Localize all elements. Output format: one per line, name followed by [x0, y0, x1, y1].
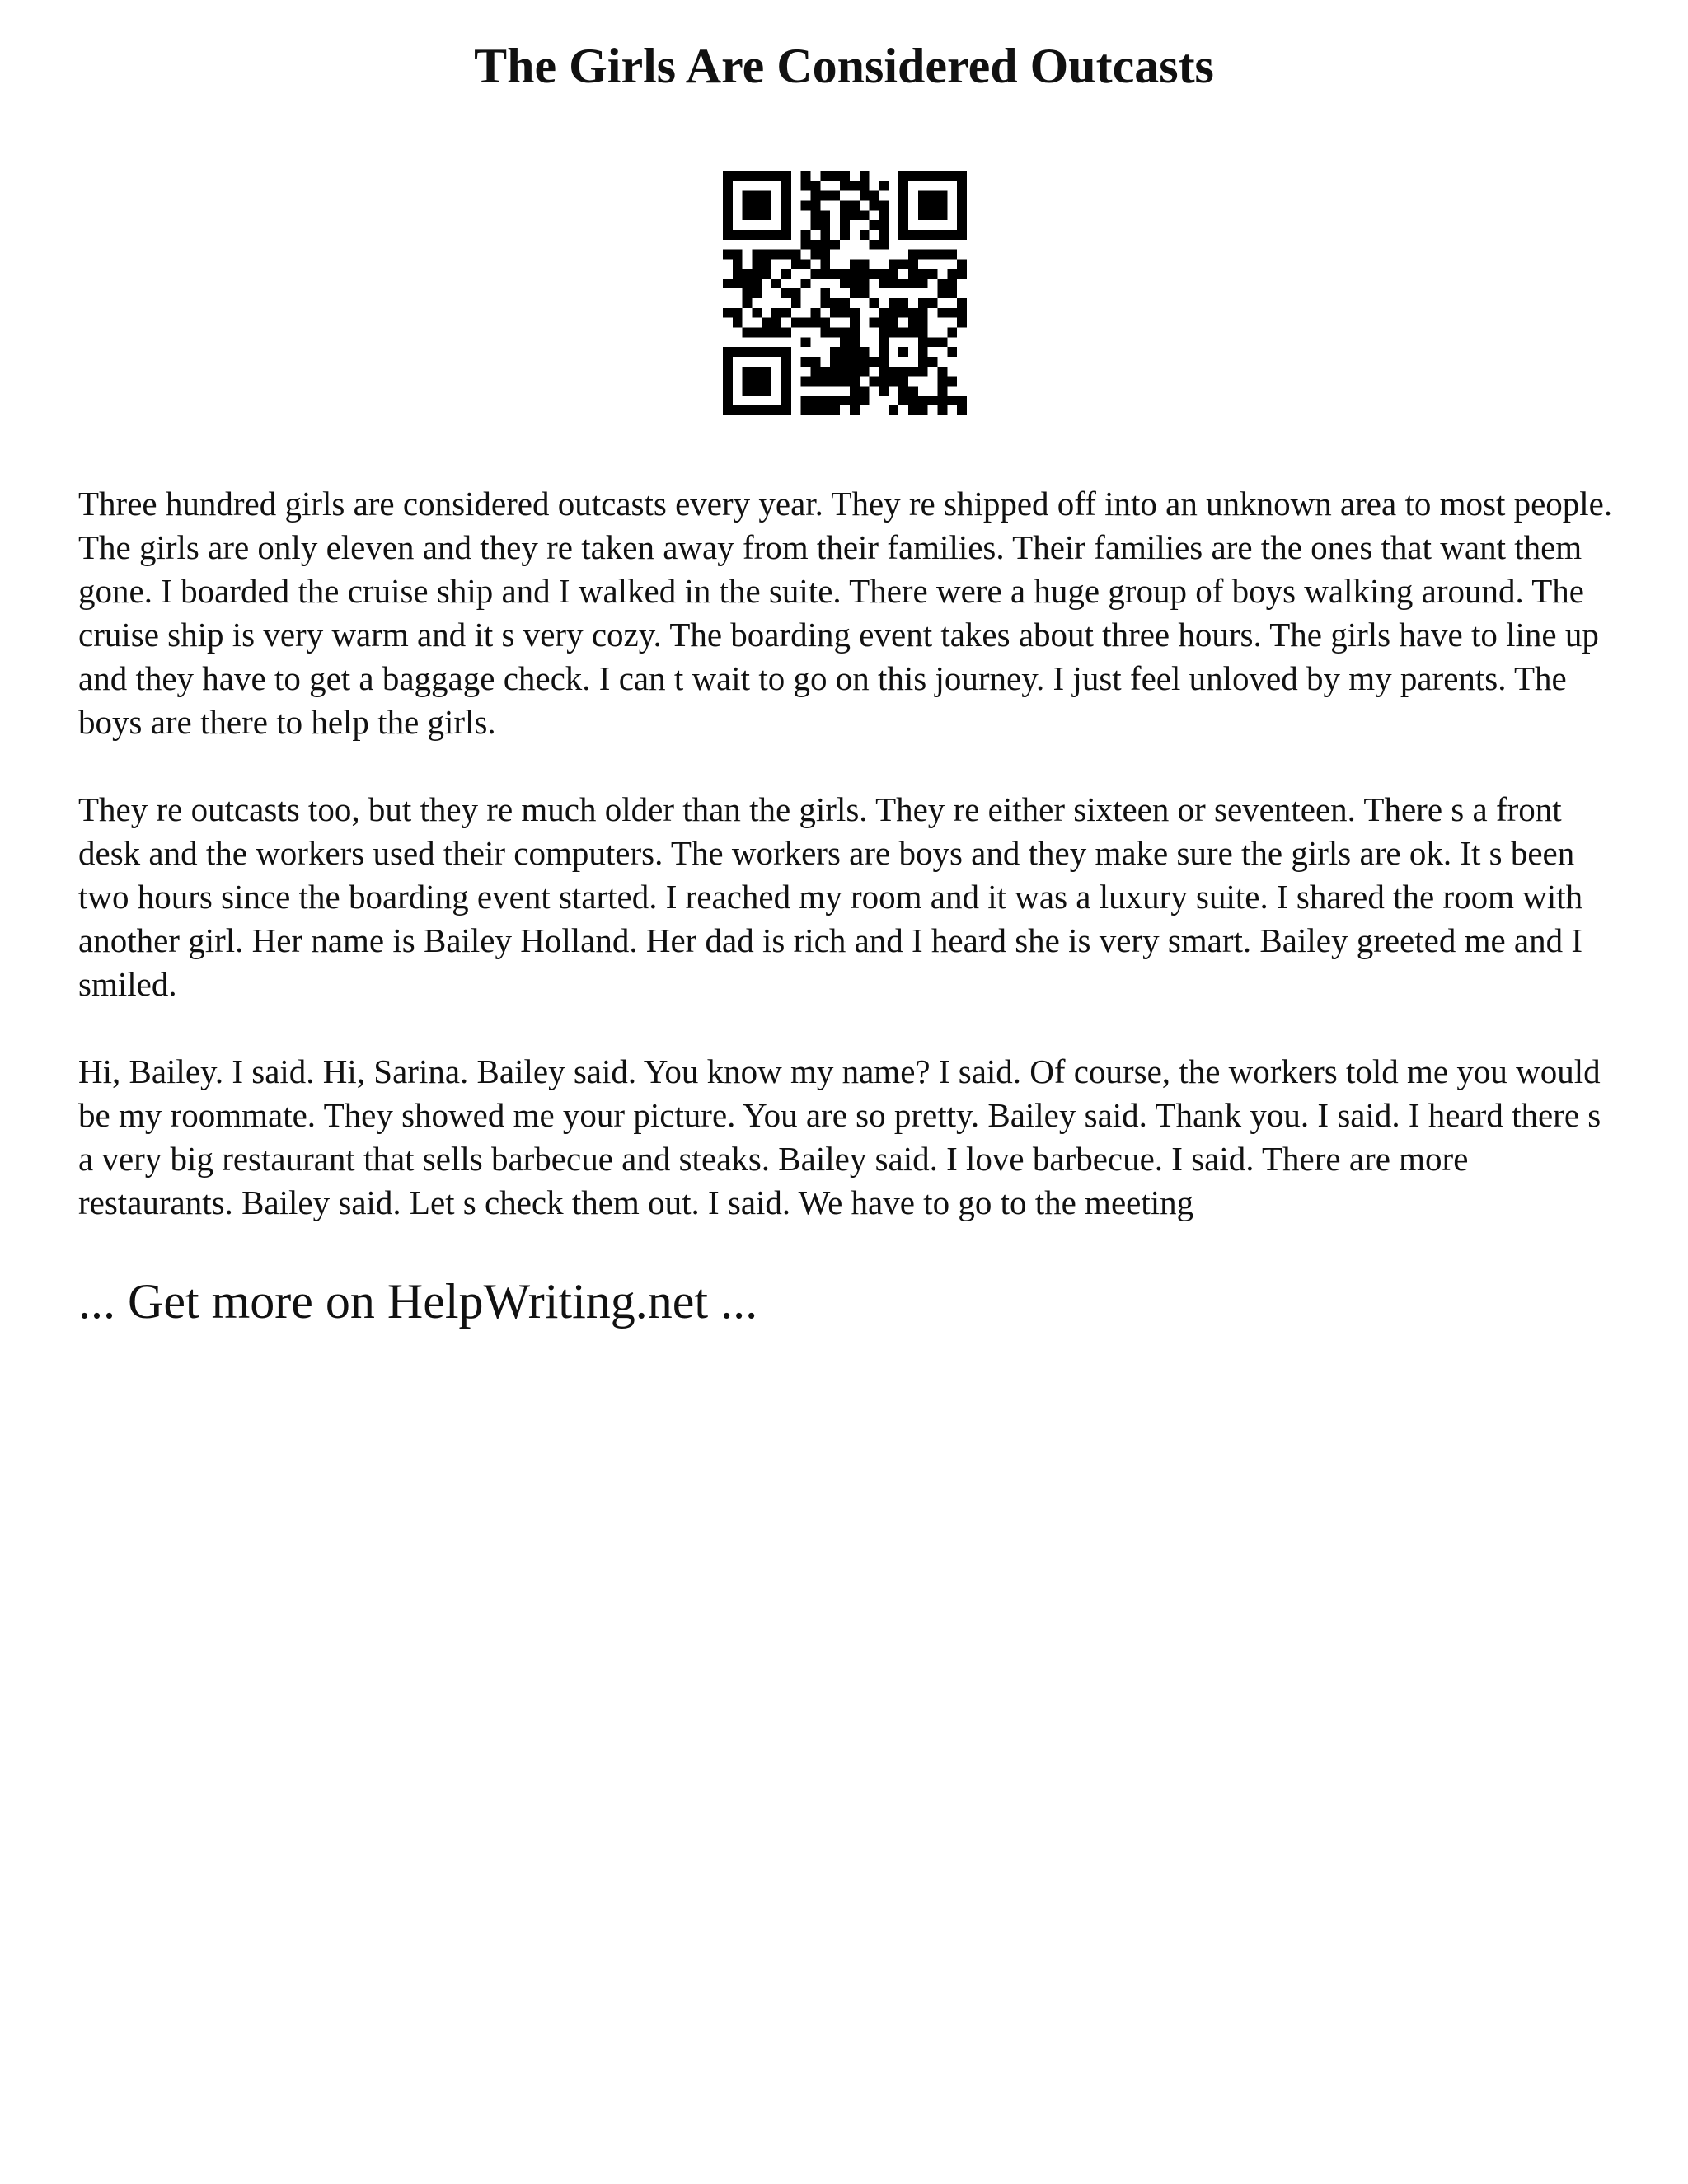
- paragraph: They re outcasts too, but they re much older than the girls. They re either sixteen or seventeen. There s a front desk and the workers used their computers. The workers are boys and they make sure the girls are ok. It s been two hours since the boarding event started. I reached my room and it was a luxury suite. I shared the room with another girl. Her name is Bailey Holland. Her dad is rich and I heard she is very smart. Bailey greeted me and I smiled.: [78, 790, 1583, 1003]
- document-title: The Girls Are Considered Outcasts: [474, 39, 1214, 93]
- paragraph: Three hundred girls are considered outcasts every year. They re shipped off into an unknown area to most people. The girls are only eleven and they re taken away from their families. Their families are the ones that want them gone. I boarded the cruise ship and I walked in the suite. There were a huge group of boys walking around. The cruise ship is very warm and it s very cozy. The boarding event takes about three hours. The girls have to line up and they have to get a baggage check. I can t wait to go on this journey. I just feel unloved by my parents. The boys are there to help the girls.: [78, 485, 1613, 741]
- document-body: [78, 482, 1620, 1334]
- paragraph: Hi, Bailey. I said. Hi, Sarina. Bailey said. You know my name? I said. Of course, the workers told me you would be my roommate. They showed me your picture. You are so pretty. Bailey said. Thank you. I said. I heard there s a very big restaurant that sells barbecue and steaks. Bailey said. I love barbecue. I said. There are more restaurants. Bailey said. Let s check them out. I said. We have to go to the meeting: [78, 1052, 1601, 1221]
- qr-code-icon: [723, 171, 967, 415]
- get-more-link[interactable]: ... Get more on HelpWriting.net ...: [78, 1274, 758, 1329]
